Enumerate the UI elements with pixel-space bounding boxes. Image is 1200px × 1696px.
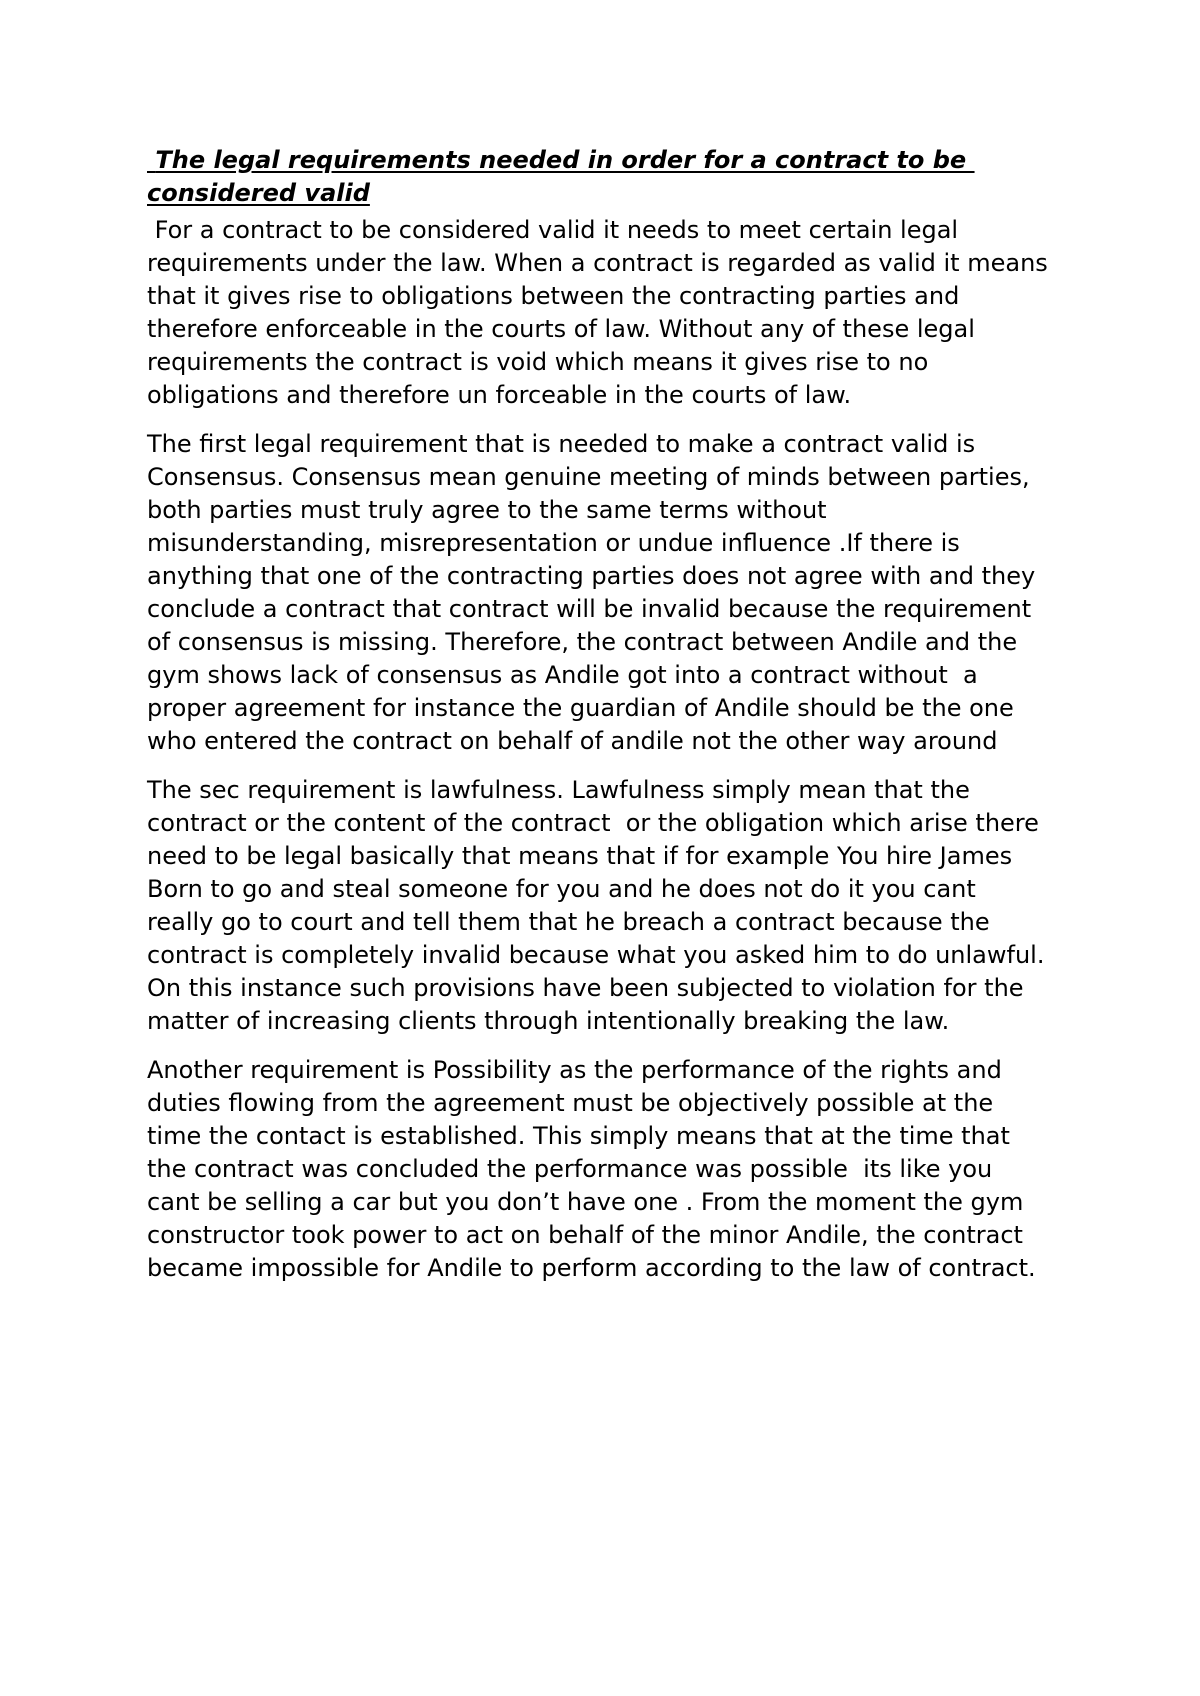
document-body bbox=[147, 144, 1067, 1301]
document-title: The legal requirements needed in order for a contract to be considered valid bbox=[147, 146, 967, 207]
paragraph-intro: For a contract to be considered valid it needs to meet certain legal requirements under the law. When a contract is regarded as valid it means that it gives rise to obligations between the contracting parties and therefore enforceable in the courts of law. Without any of these legal requirements the contract is void which means it gives rise to no obligations and therefore un forceable in the courts of law. bbox=[147, 216, 1048, 409]
paragraph-possibility: Another requirement is Possibility as the performance of the rights and duties flowing from the agreement must be objectively possible at the time the contact is established. This simply means that at the time that the contract was concluded the performance was possible its like you cant be selling a car but you don’t have one . From the moment the gym constructor took power to act on behalf of the minor Andile, the contract became impossible for Andile to perform according to the law of contract. bbox=[147, 1056, 1036, 1282]
paragraph-lawfulness: The sec requirement is lawfulness. Lawfulness simply mean that the contract or the content of the contract or the obligation which arise there need to be legal basically that means that if for example You hire James Born to go and steal someone for you and he does not do it you cant really go to court and tell them that he breach a contract because the contract is completely invalid because what you asked him to do unlawful. On this instance such provisions have been subjected to violation for the matter of increasing clients through intentionally breaking the law. bbox=[147, 776, 1045, 1035]
paragraph-consensus: The first legal requirement that is needed to make a contract valid is Consensus. Consensus mean genuine meeting of minds between parties, both parties must truly agree to the same terms without misunderstanding, misrepresentation or undue influence .If there is anything that one of the contracting parties does not agree with and they conclude a contract that contract will be invalid because the requirement of consensus is missing. Therefore, the contract between Andile and the gym shows lack of consensus as Andile got into a contract without a proper agreement for instance the guardian of Andile should be the one who entered the contract on behalf of andile not the other way around bbox=[147, 430, 1036, 755]
